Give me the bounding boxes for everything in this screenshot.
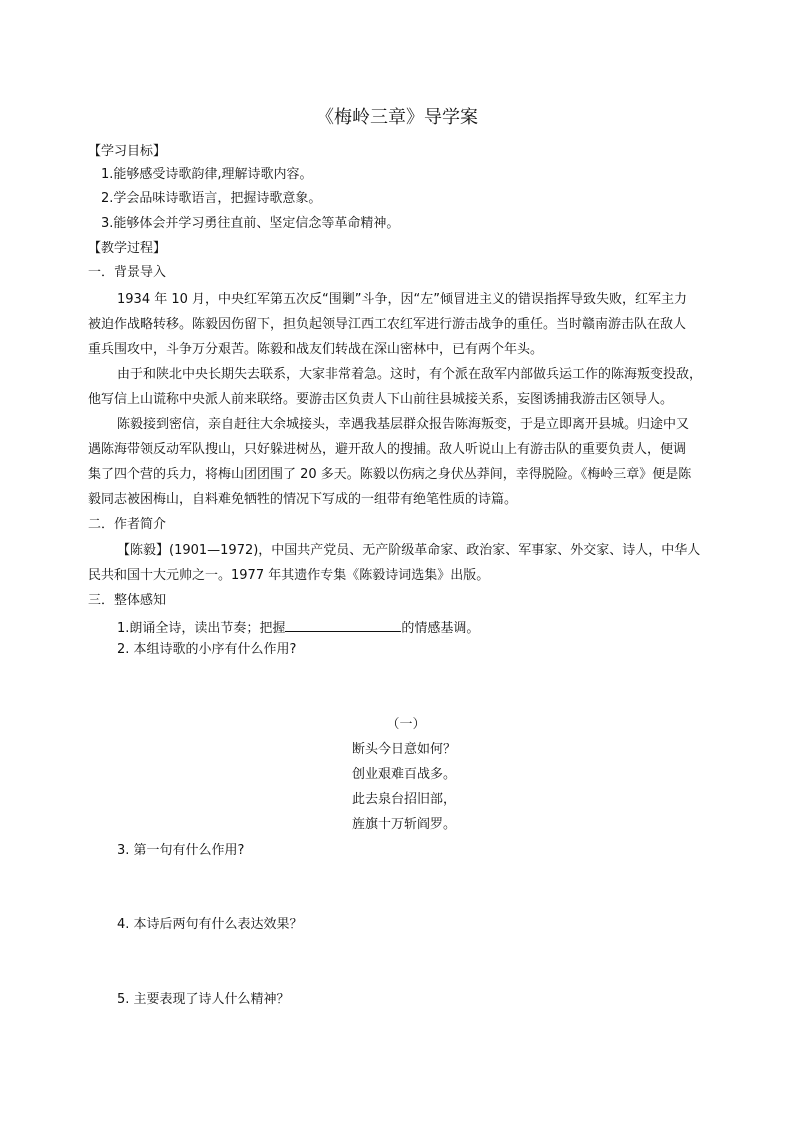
section-heading-goals: 【学习目标】 — [88, 144, 167, 159]
question-4: 4. 本诗后两句有什么表达效果？ — [117, 917, 303, 932]
question-1 — [0, 617, 794, 638]
poem-line: 旌旗十万斩阎罗。 — [352, 817, 457, 832]
question-2: 2. 本组诗歌的小序有什么作用? — [117, 642, 297, 657]
section-heading-process: 【教学过程】 — [88, 241, 167, 256]
background-paragraph-line: 陈毅接到密信，亲自赶往大余城接头，幸遇我基层群众报告陈海叛变，于是立即离开县城。归途中又 — [117, 417, 690, 432]
background-paragraph-line: 1934 年 10 月，中央红军第五次反“围剿”斗争，因“左”倾冒进主义的错误指挥导致失败，红军主力 — [117, 292, 687, 307]
poem-number: （一） — [386, 717, 426, 732]
author-paragraph-line: 民共和国十大元帅之一。1977 年其遗作专集《陈毅诗词选集》出版。 — [88, 568, 490, 583]
question-5: 5. 主要表现了诗人什么精神？ — [117, 992, 290, 1007]
subheading-background: 一．背景导入 — [88, 265, 167, 280]
page-title: 《梅岭三章》导学案 — [316, 107, 478, 128]
background-paragraph-line: 重兵围攻中，斗争万分艰苦。陈毅和战友们转战在深山密林中，已有两个年头。 — [88, 342, 544, 357]
author-paragraph-line: 【陈毅】(1901—1972)，中国共产党员、无产阶级革命家、政治家、军事家、外交家、诗人，中华人 — [117, 543, 701, 558]
answer-blank[interactable] — [285, 617, 401, 632]
background-paragraph-line: 集了四个营的兵力，将梅山团团围了 20 多天。陈毅以伤病之身伏丛莽间，幸得脱险。《梅岭三章》便是陈 — [88, 467, 692, 482]
background-paragraph-line: 被迫作战略转移。陈毅因伤留下，担负起领导江西工农红军进行游击战争的重任。当时赣南游击队在敌人 — [88, 317, 687, 332]
background-paragraph-line: 毅同志被困梅山，自料难免牺牲的情况下写成的一组带有绝笔性质的诗篇。 — [88, 492, 518, 507]
question-1-text-before: 1.朗诵全诗，读出节奏；把握 — [117, 621, 286, 636]
question-3: 3. 第一句有什么作用? — [117, 843, 245, 858]
goal-item: 1.能够感受诗歌韵律,理解诗歌内容。 — [101, 167, 313, 182]
subheading-overview: 三．整体感知 — [88, 593, 167, 608]
goal-item: 3.能够体会并学习勇往直前、坚定信念等革命精神。 — [101, 216, 400, 231]
question-1-text-after: 的情感基调。 — [401, 621, 480, 636]
poem-line: 此去泉台招旧部， — [352, 792, 457, 807]
background-paragraph-line: 他写信上山谎称中央派人前来联络。要游击区负责人下山前往县城接关系，妄图诱捕我游击区领导人。 — [88, 392, 674, 407]
background-paragraph-line: 遇陈海带领反动军队搜山，只好躲进树丛，避开敌人的搜捕。敌人听说山上有游击队的重要负责人，便调 — [88, 442, 687, 457]
poem-line: 创业艰难百战多。 — [352, 767, 457, 782]
background-paragraph-line: 由于和陕北中央长期失去联系，大家非常着急。这时，有个派在敌军内部做兵运工作的陈海叛变投敌， — [117, 367, 703, 382]
goal-item: 2.学会品味诗歌语言，把握诗歌意象。 — [101, 191, 322, 206]
subheading-author: 二．作者简介 — [88, 517, 167, 532]
poem-line: 断头今日意如何？ — [352, 742, 457, 757]
